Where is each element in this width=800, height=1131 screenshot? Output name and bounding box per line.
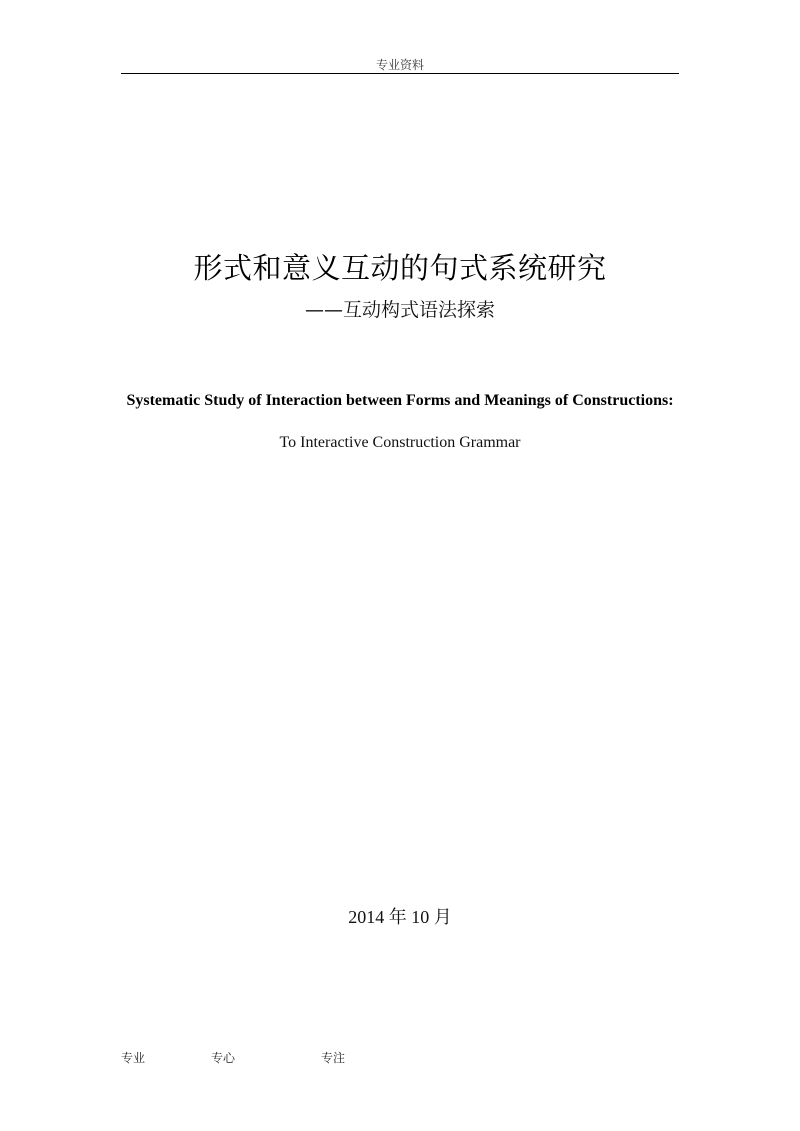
document-title-english: Systematic Study of Interaction between Forms and Meanings of Constructions: [126,392,674,409]
document-date: 2014 年 10 月 [348,907,452,927]
document-subtitle-english: To Interactive Construction Grammar [279,434,521,451]
footer-item: 专业 [121,1051,146,1065]
header-rule [121,73,679,74]
footer-item: 专注 [321,1051,346,1065]
page-header: 专业资料 [375,58,424,72]
document-subtitle-chinese: ——互动构式语法探索 [304,299,495,321]
document-title-chinese: 形式和意义互动的句式系统研究 [193,251,607,285]
footer-item: 专心 [211,1051,236,1065]
